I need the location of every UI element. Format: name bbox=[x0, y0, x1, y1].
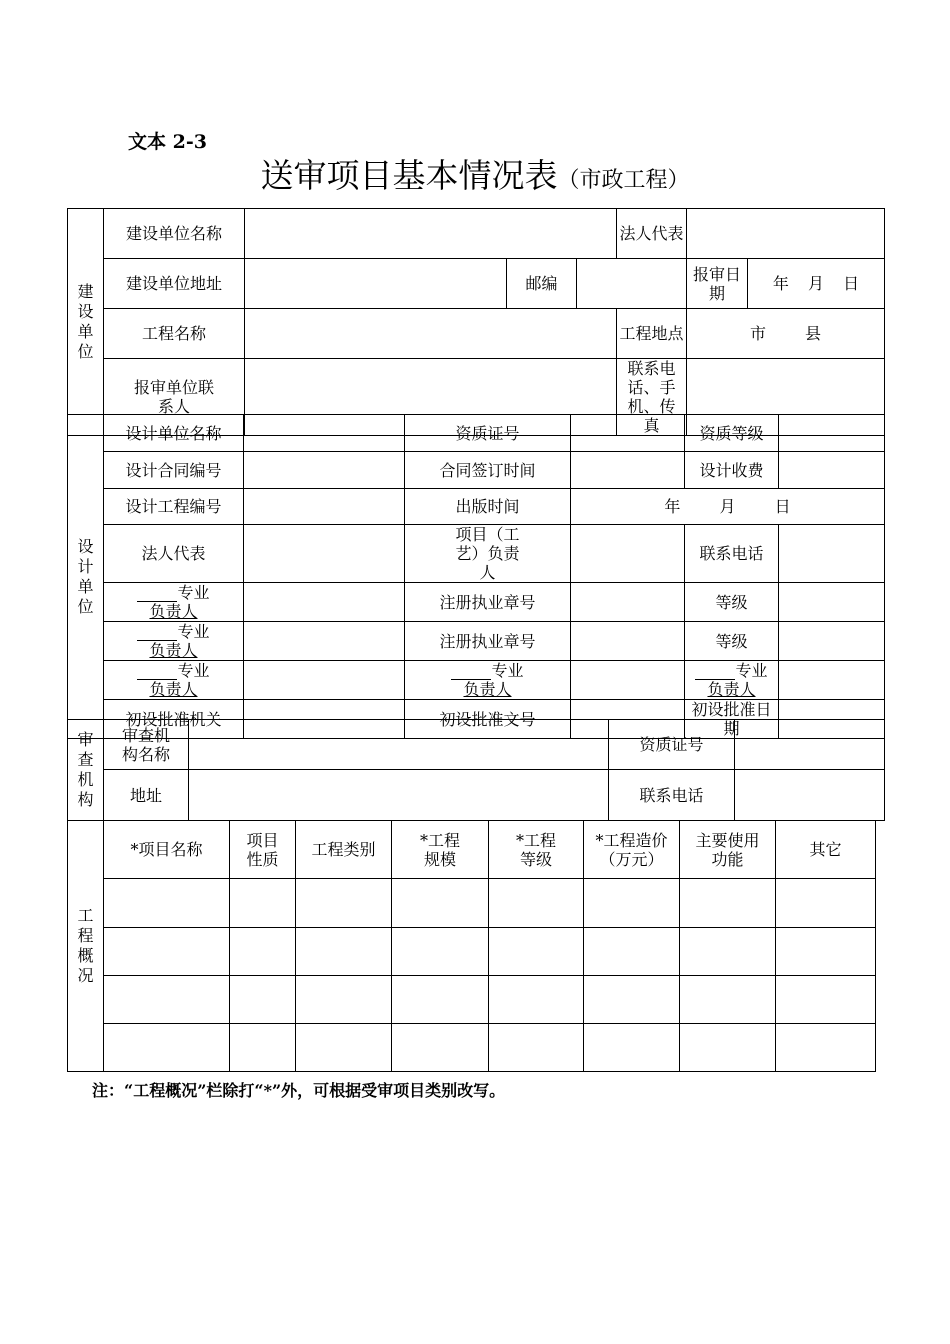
review-section-table bbox=[67, 719, 885, 821]
label-specialty-lead-2: 专业 负责人 bbox=[104, 622, 244, 661]
cell[interactable] bbox=[392, 928, 489, 976]
header-project-category: 工程类别 bbox=[296, 821, 392, 879]
cell[interactable] bbox=[296, 976, 392, 1024]
footnote: 注：“工程概况”栏除打“*”外，可根据受审项目类别改写。 bbox=[92, 1081, 506, 1100]
table-row bbox=[68, 1024, 876, 1072]
cell[interactable] bbox=[230, 928, 296, 976]
field-publish-time[interactable]: 年 月 日 bbox=[571, 489, 885, 525]
field-project-lead[interactable] bbox=[571, 525, 685, 583]
cell[interactable] bbox=[584, 1024, 680, 1072]
label-approval-doc-no: 初设批准文号 bbox=[405, 700, 571, 739]
field-review-name[interactable] bbox=[189, 720, 609, 770]
label-review-address: 地址 bbox=[104, 770, 189, 821]
label-approval-authority: 初设批准机关 bbox=[104, 700, 244, 739]
cell[interactable] bbox=[489, 879, 584, 928]
cell[interactable] bbox=[584, 976, 680, 1024]
cell[interactable] bbox=[584, 928, 680, 976]
label-contract-sign-time: 合同签订时间 bbox=[405, 452, 571, 489]
field-specialty-lead-5[interactable] bbox=[779, 661, 885, 700]
cell[interactable] bbox=[392, 976, 489, 1024]
field-contract-no[interactable] bbox=[244, 452, 405, 489]
header-project-grade: *工程等级 bbox=[489, 821, 584, 879]
cell[interactable] bbox=[296, 928, 392, 976]
label-reg-seal-no-1: 注册执业章号 bbox=[405, 583, 571, 622]
label-specialty-lead-4: 专业 负责人 bbox=[405, 661, 571, 700]
label-review-qual-cert: 资质证号 bbox=[609, 720, 735, 770]
cell[interactable] bbox=[230, 976, 296, 1024]
cell[interactable] bbox=[776, 928, 876, 976]
label-grade-2: 等级 bbox=[685, 622, 779, 661]
label-unit-name: 建设单位名称 bbox=[104, 209, 245, 259]
header-project-nature: 项目性质 bbox=[230, 821, 296, 879]
label-grade-1: 等级 bbox=[685, 583, 779, 622]
label-project-name: 工程名称 bbox=[104, 309, 245, 359]
cell[interactable] bbox=[392, 1024, 489, 1072]
label-specialty-lead-3: 专业 负责人 bbox=[104, 661, 244, 700]
cell[interactable] bbox=[104, 928, 230, 976]
cell[interactable] bbox=[392, 879, 489, 928]
field-unit-legal-rep[interactable] bbox=[687, 209, 885, 259]
design-section-table bbox=[67, 414, 885, 739]
section-label-overview: 工 程 概 况 bbox=[68, 821, 104, 1072]
field-grade-1[interactable] bbox=[779, 583, 885, 622]
overview-section-table bbox=[67, 820, 876, 1072]
label-approval-date: 初设批准日期 bbox=[685, 700, 779, 739]
cell[interactable] bbox=[230, 879, 296, 928]
field-unit-address[interactable] bbox=[245, 259, 507, 309]
cell[interactable] bbox=[296, 1024, 392, 1072]
label-contact-phone: 联系电话、手机、传真 bbox=[617, 359, 687, 436]
title-main: 送审项目基本情况表 bbox=[260, 156, 558, 195]
field-report-date[interactable]: 年 月 日 bbox=[748, 259, 885, 309]
section-label-unit: 建 设 单 位 bbox=[68, 209, 104, 436]
field-qual-grade[interactable] bbox=[779, 415, 885, 452]
header-main-function: 主要使用功能 bbox=[680, 821, 776, 879]
field-design-unit-name[interactable] bbox=[244, 415, 405, 452]
label-design-fee: 设计收费 bbox=[685, 452, 779, 489]
document-code: 文本 2-3 bbox=[128, 131, 207, 153]
label-postcode: 邮编 bbox=[507, 259, 577, 309]
label-qual-cert: 资质证号 bbox=[405, 415, 571, 452]
label-unit-legal-rep: 法人代表 bbox=[617, 209, 687, 259]
table-row bbox=[68, 879, 876, 928]
cell[interactable] bbox=[296, 879, 392, 928]
field-review-contact-phone[interactable] bbox=[735, 770, 885, 821]
title-subtitle: （市政工程） bbox=[557, 168, 690, 193]
label-project-location: 工程地点 bbox=[617, 309, 687, 359]
label-review-name: 审查机构名称 bbox=[104, 720, 189, 770]
label-design-legal-rep: 法人代表 bbox=[104, 525, 244, 583]
cell[interactable] bbox=[680, 928, 776, 976]
cell[interactable] bbox=[584, 879, 680, 928]
label-design-project-no: 设计工程编号 bbox=[104, 489, 244, 525]
field-reg-seal-no-1[interactable] bbox=[571, 583, 685, 622]
field-contract-sign-time[interactable] bbox=[571, 452, 685, 489]
cell[interactable] bbox=[489, 1024, 584, 1072]
section-label-design: 设 计 单 位 bbox=[68, 415, 104, 739]
field-design-fee[interactable] bbox=[779, 452, 885, 489]
label-design-contact-phone: 联系电话 bbox=[685, 525, 779, 583]
header-other: 其它 bbox=[776, 821, 876, 879]
cell[interactable] bbox=[680, 1024, 776, 1072]
cell[interactable] bbox=[104, 976, 230, 1024]
label-unit-address: 建设单位地址 bbox=[104, 259, 245, 309]
unit-section-table bbox=[67, 208, 885, 436]
table-row bbox=[68, 928, 876, 976]
cell[interactable] bbox=[489, 976, 584, 1024]
label-contract-no: 设计合同编号 bbox=[104, 452, 244, 489]
header-project-name: *项目名称 bbox=[104, 821, 230, 879]
header-project-scale: *工程规模 bbox=[392, 821, 489, 879]
field-postcode[interactable] bbox=[577, 259, 687, 309]
field-grade-2[interactable] bbox=[779, 622, 885, 661]
field-unit-name[interactable] bbox=[245, 209, 617, 259]
cell[interactable] bbox=[680, 879, 776, 928]
field-design-project-no[interactable] bbox=[244, 489, 405, 525]
label-contact-person: 报审单位联系人 bbox=[104, 359, 245, 436]
field-design-contact-phone[interactable] bbox=[779, 525, 885, 583]
cell[interactable] bbox=[230, 1024, 296, 1072]
field-qual-cert[interactable] bbox=[571, 415, 685, 452]
field-design-legal-rep[interactable] bbox=[244, 525, 405, 583]
label-specialty-lead-1: 专业 负责人 bbox=[104, 583, 244, 622]
field-specialty-lead-1[interactable] bbox=[244, 583, 405, 622]
field-specialty-lead-3[interactable] bbox=[244, 661, 405, 700]
label-review-contact-phone: 联系电话 bbox=[609, 770, 735, 821]
header-project-cost: *工程造价（万元） bbox=[584, 821, 680, 879]
label-report-date: 报审日期 bbox=[687, 259, 748, 309]
label-publish-time: 出版时间 bbox=[405, 489, 571, 525]
label-design-unit-name: 设计单位名称 bbox=[104, 415, 244, 452]
field-review-address[interactable] bbox=[189, 770, 609, 821]
label-specialty-lead-5: 专业 负责人 bbox=[685, 661, 779, 700]
cell[interactable] bbox=[776, 1024, 876, 1072]
field-project-name[interactable] bbox=[245, 309, 617, 359]
label-reg-seal-no-2: 注册执业章号 bbox=[405, 622, 571, 661]
field-specialty-lead-4[interactable] bbox=[571, 661, 685, 700]
cell[interactable] bbox=[680, 976, 776, 1024]
table-row bbox=[68, 976, 876, 1024]
section-label-review: 审 查 机 构 bbox=[68, 720, 104, 821]
field-project-location[interactable]: 市 县 bbox=[687, 309, 885, 359]
label-qual-grade: 资质等级 bbox=[685, 415, 779, 452]
page-title bbox=[0, 150, 950, 197]
cell[interactable] bbox=[776, 976, 876, 1024]
cell[interactable] bbox=[776, 879, 876, 928]
field-reg-seal-no-2[interactable] bbox=[571, 622, 685, 661]
cell[interactable] bbox=[104, 1024, 230, 1072]
field-specialty-lead-2[interactable] bbox=[244, 622, 405, 661]
label-project-lead: 项目（工艺）负责人 bbox=[405, 525, 571, 583]
cell[interactable] bbox=[104, 879, 230, 928]
cell[interactable] bbox=[489, 928, 584, 976]
field-review-qual-cert[interactable] bbox=[735, 720, 885, 770]
